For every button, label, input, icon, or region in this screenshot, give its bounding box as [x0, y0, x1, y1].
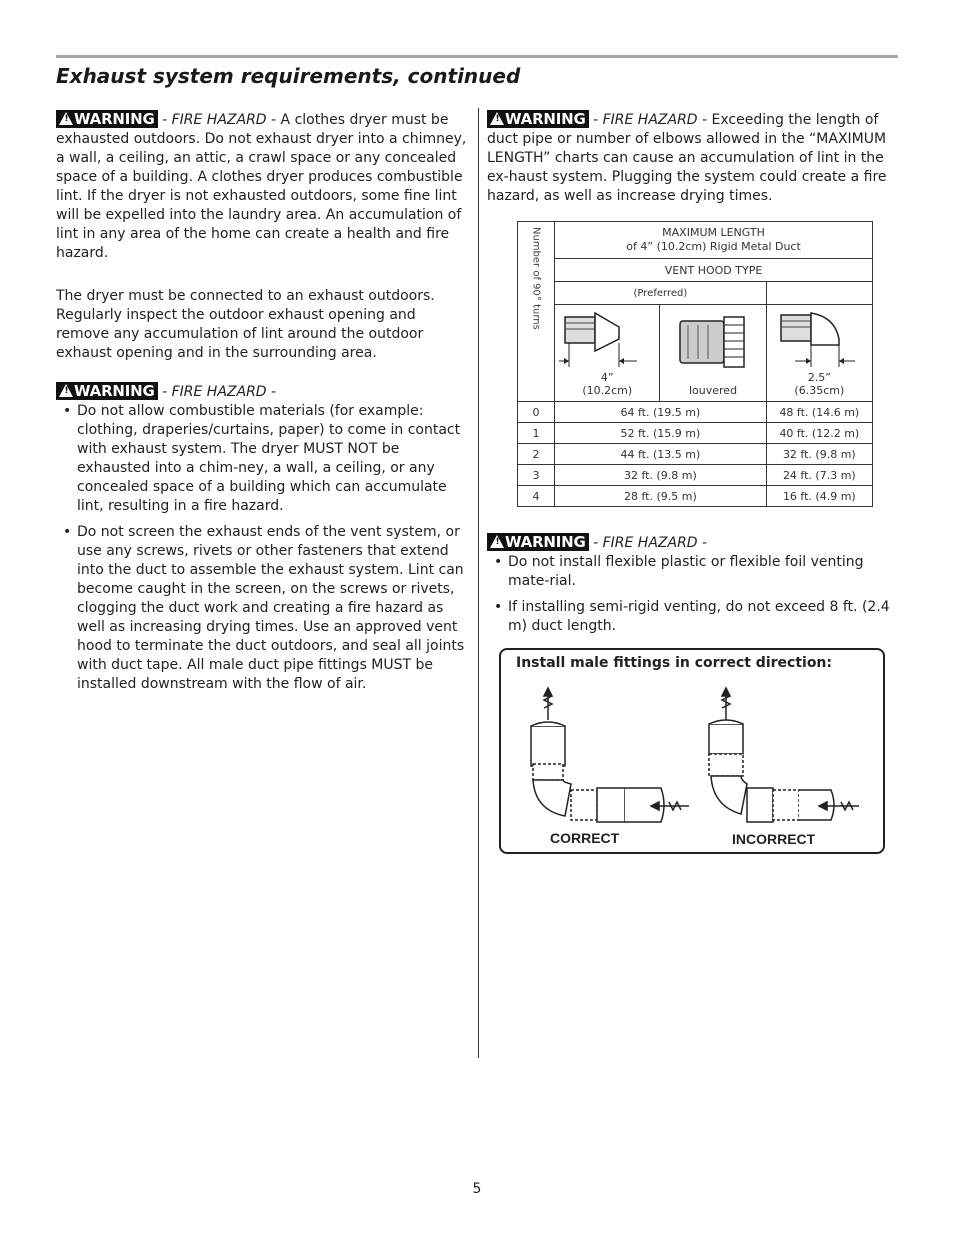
header-rule — [56, 55, 898, 58]
warning-badge: ! WARNING — [487, 110, 589, 128]
vent-hood-louvered-cell: louvered — [660, 305, 766, 402]
vent-hood-4in-icon — [557, 309, 657, 373]
preferred-header: (Preferred) — [555, 282, 767, 305]
hazard-label: - FIRE HAZARD - — [162, 384, 277, 400]
left-bullet-list — [56, 402, 468, 694]
vent-hood-2-5in-cell: 2.5” (6.35cm) — [766, 305, 872, 402]
page-number: 5 — [472, 1181, 482, 1197]
vent-hood-type-header: VENT HOOD TYPE — [555, 259, 873, 282]
left-column — [56, 110, 468, 694]
list-item: • Do not screen the exhaust ends of the vent system, or use any screws, rivets or other fasteners that extend into the duct to assemble the exhaust system. Lint can become caught in the screen, on the screws or rivets, clogging the duct work and creating a fire hazard as well as increasing drying times. Use an approved vent hood to terminate the duct outdoors, and seal all joints with duct tape. All male duct pipe fittings MUST be installed downstream with the flow of air. — [56, 523, 468, 694]
warning-badge: ! WARNING — [487, 533, 589, 551]
incorrect-elbow — [709, 688, 859, 822]
table-row: 2 44 ft. (13.5 m) 32 ft. (9.8 m) — [518, 444, 873, 465]
max-length-header: MAXIMUM LENGTH of 4” (10.2cm) Rigid Metal Duct — [555, 222, 873, 259]
warning-text: A clothes dryer must be exhausted outdoors. Do not exhaust dryer into a chimney, a wall, a ceiling, an attic, a crawl space or any concealed space of a building. A clothes dryer produces combustible lint. If the dryer is not exhausted outdoors, some fine lint will be expelled into the laundry area. An accumulation of lint in any area of the home can create a health and fire hazard. — [56, 112, 467, 261]
diagram-title: Install male fittings in correct direction: — [516, 655, 832, 671]
correct-label: CORRECT — [550, 830, 620, 846]
maximum-length-table — [517, 221, 873, 507]
warning-text: Exceeding the length of duct pipe or number of elbows allowed in the “MAXIMUM LENGTH” charts can cause an accumulation of lint in the ex-haust system. Plugging the system could create a fire hazard, as well as increase drying times. — [487, 112, 887, 204]
warning-triangle-icon: ! — [490, 112, 504, 125]
list-item: • Do not allow combustible materials (for example: clothing, draperies/curtains, paper) to come in contact with exhaust system. The dryer MUST NOT be exhausted into a chim-ney, a wall, a ceiling, or any concealed space of a building which can accumulate lint, resulting in a fire hazard. — [56, 402, 468, 516]
page-title: Exhaust system requirements, continued — [56, 64, 521, 88]
warning-badge: ! WARNING — [56, 110, 158, 128]
right-bullet-list — [487, 553, 895, 636]
column-divider — [478, 108, 479, 1058]
warning-triangle-icon: ! — [59, 112, 73, 125]
hazard-label: - FIRE HAZARD - — [593, 112, 708, 128]
warning-triangle-icon: ! — [59, 384, 73, 397]
right-column — [487, 110, 895, 206]
turns-axis-label: Number of 90° turns — [518, 222, 555, 402]
table-row: 3 32 ft. (9.8 m) 24 ft. (7.3 m) — [518, 465, 873, 486]
empty-header-cell — [766, 282, 872, 305]
warning-triangle-icon: ! — [490, 535, 504, 548]
incorrect-label: INCORRECT — [732, 831, 816, 847]
table-row: 4 28 ft. (9.5 m) 16 ft. (4.9 m) — [518, 486, 873, 507]
duct-elbow-illustration — [501, 680, 881, 840]
list-item: • If installing semi-rigid venting, do not exceed 8 ft. (2.4 m) duct length. — [487, 598, 895, 636]
louvered-vent-icon — [672, 311, 752, 375]
table-row: 1 52 ft. (15.9 m) 40 ft. (12.2 m) — [518, 423, 873, 444]
male-fittings-diagram — [499, 648, 885, 854]
list-item: • Do not install flexible plastic or flexible foil venting mate-rial. — [487, 553, 895, 591]
vent-hood-4in-cell: 4” (10.2cm) — [555, 305, 660, 402]
warning-badge: ! WARNING — [56, 382, 158, 400]
warning-heading-combustibles — [56, 382, 468, 402]
hazard-label: - FIRE HAZARD - — [162, 112, 277, 128]
right-warning-flexible — [487, 533, 895, 636]
correct-elbow — [531, 688, 689, 822]
hazard-label: - FIRE HAZARD - — [593, 535, 708, 551]
table-row: 0 64 ft. (19.5 m) 48 ft. (14.6 m) — [518, 402, 873, 423]
vent-hood-2-5in-icon — [769, 309, 869, 373]
inspection-paragraph: The dryer must be connected to an exhaust outdoors. Regularly inspect the outdoor exhaust opening and remove any accumulation of lint around the outdoor exhaust opening and in the surrounding area. — [56, 288, 435, 361]
warning-paragraph-exhaust-outdoors — [56, 110, 468, 263]
warning-paragraph-max-length — [487, 110, 895, 206]
warning-heading-flexible — [487, 533, 895, 553]
